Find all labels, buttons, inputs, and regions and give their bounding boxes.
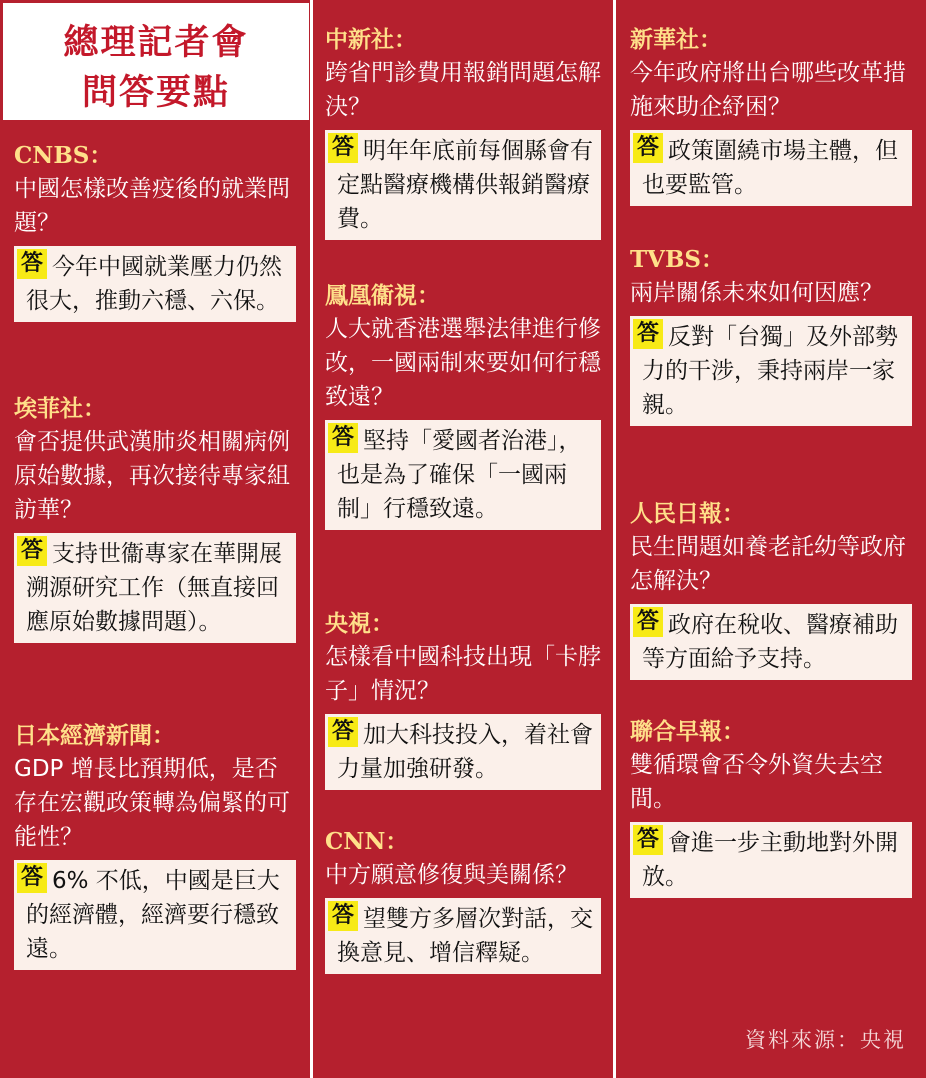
qa-item-nikkei — [14, 722, 296, 970]
answer-box — [325, 420, 601, 530]
outlet-name: 央視： — [325, 610, 394, 637]
column-left — [0, 0, 310, 1078]
outlet-name: CNN： — [325, 828, 409, 855]
outlet-name: 中新社： — [325, 26, 417, 53]
answer-badge: 答 — [633, 133, 663, 163]
qa-item-peoples-daily — [630, 500, 912, 680]
answer-text: 會進一步主動地對外開放。 — [642, 830, 898, 890]
qa-item-chinanews — [325, 26, 601, 240]
outlet-name: 埃菲社： — [14, 395, 106, 422]
answer-box — [14, 246, 296, 322]
answer-text: 政策圍繞市場主體，但也要監管。 — [642, 138, 898, 198]
qa-item-cctv — [325, 610, 601, 790]
outlet-name: 日本經濟新聞： — [14, 722, 175, 749]
question-text: 人大就香港選舉法律進行修改，一國兩制來要如何行穩致遠？ — [325, 316, 601, 410]
answer-box — [630, 130, 912, 206]
qa-item-cnn — [325, 828, 601, 974]
qa-item-cnbs — [14, 142, 296, 322]
outlet-name: 人民日報： — [630, 500, 745, 527]
answer-box — [325, 898, 601, 974]
question-text: 中方願意修復與美關係？ — [325, 862, 578, 888]
source-credit: 資料來源：央視 — [745, 1028, 906, 1052]
column-middle — [313, 0, 613, 1078]
answer-text: 加大科技投入，着社會力量加強研發。 — [337, 722, 593, 782]
question-text: 兩岸關係未來如何因應？ — [630, 280, 883, 306]
answer-box — [630, 822, 912, 898]
answer-box — [14, 533, 296, 643]
answer-box — [325, 130, 601, 240]
question-text: 中國怎樣改善疫後的就業問題？ — [14, 176, 290, 236]
question-text: 會否提供武漢肺炎相關病例原始數據，再次接待專家組訪華？ — [14, 429, 290, 523]
answer-badge: 答 — [328, 901, 358, 931]
qa-item-efe — [14, 395, 296, 643]
qa-item-tvbs — [630, 246, 912, 426]
answer-badge: 答 — [328, 133, 358, 163]
column-right — [616, 0, 926, 1078]
title-line-2: 問答要點 — [81, 73, 230, 113]
outlet-name: 鳳凰衞視： — [325, 282, 440, 309]
qa-item-xinhua — [630, 26, 912, 206]
answer-text: 明年年底前每個縣會有定點醫療機構供報銷醫療費。 — [337, 138, 593, 232]
answer-box — [14, 860, 296, 970]
answer-text: 今年中國就業壓力仍然很大，推動六穩、六保。 — [26, 254, 282, 314]
answer-badge: 答 — [633, 825, 663, 855]
question-text: 怎樣看中國科技出現「卡脖子」情況？ — [325, 644, 601, 704]
outlet-name: 聯合早報： — [630, 718, 745, 745]
answer-box — [630, 316, 912, 426]
answer-text: 望雙方多層次對話，交換意見、增信釋疑。 — [337, 906, 593, 966]
answer-badge: 答 — [328, 717, 358, 747]
answer-text: 政府在稅收、醫療補助等方面給予支持。 — [642, 612, 898, 672]
outlet-name: TVBS： — [630, 246, 725, 273]
question-text: 民生問題如養老託幼等政府怎解決？ — [630, 534, 906, 594]
answer-badge: 答 — [633, 607, 663, 637]
answer-text: 6% 不低，中國是巨大的經濟體，經濟要行穩致遠。 — [26, 868, 280, 962]
answer-text: 支持世衞專家在華開展溯源研究工作（無直接回應原始數據問題）。 — [26, 541, 282, 635]
question-text: 雙循環會否令外資失去空間。 — [630, 752, 883, 812]
answer-box — [325, 714, 601, 790]
outlet-name: CNBS： — [14, 142, 113, 169]
answer-badge: 答 — [17, 863, 47, 893]
answer-text: 反對「台獨」及外部勢力的干涉，秉持兩岸一家親。 — [642, 324, 898, 418]
question-text: 跨省門診費用報銷問題怎解決？ — [325, 60, 601, 120]
answer-text: 堅持「愛國者治港」，也是為了確保「一國兩制」行穩致遠。 — [337, 428, 582, 522]
title-box — [3, 3, 309, 120]
title-line-1: 總理記者會 — [63, 23, 249, 63]
qa-item-phoenix — [325, 282, 601, 530]
answer-badge: 答 — [17, 536, 47, 566]
outlet-name: 新華社： — [630, 26, 722, 53]
answer-badge: 答 — [17, 249, 47, 279]
answer-badge: 答 — [633, 319, 663, 349]
qa-item-zaobao — [630, 718, 912, 898]
answer-box — [630, 604, 912, 680]
question-text: GDP 增長比預期低，是否存在宏觀政策轉為偏緊的可能性？ — [14, 756, 290, 850]
answer-badge: 答 — [328, 423, 358, 453]
question-text: 今年政府將出台哪些改革措施來助企紓困？ — [630, 60, 906, 120]
